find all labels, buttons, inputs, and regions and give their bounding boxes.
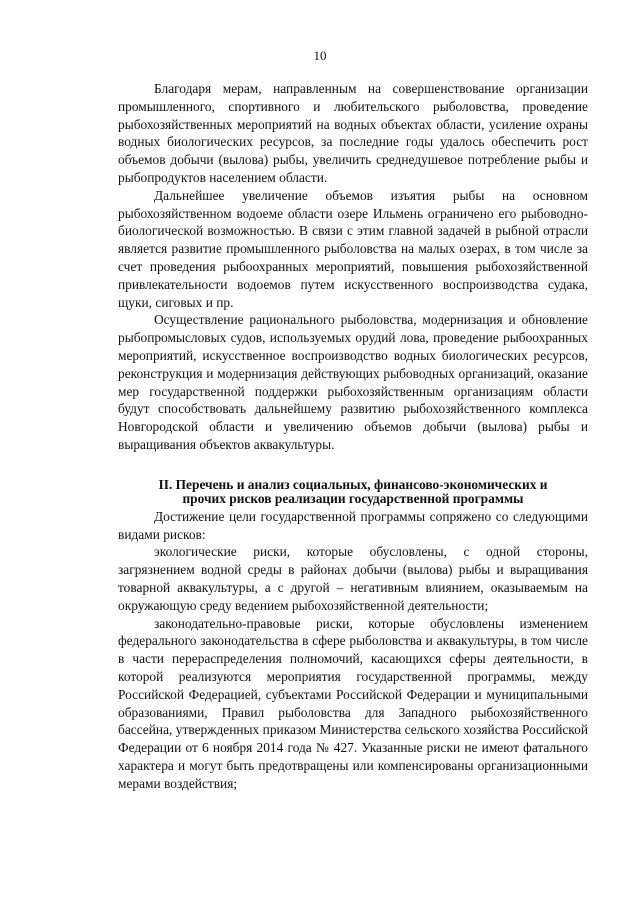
page-number: 10 (313, 48, 327, 63)
section-heading-line1: II. Перечень и анализ социальных, финансово-экономических и (158, 476, 548, 492)
paragraph-ecological-risks: экологические риски, которые обусловлены, с одной стороны, загрязнением водной среды в районах добычи (вылова) рыбы и выращивания товарной аквакультуры, а с другой – негативным влиянием, оказываемым на окружающую среду ведением рыбохозяйственной деятельности; (118, 544, 588, 613)
section-heading (118, 478, 588, 506)
paragraph-rational-fishing: Осуществление рационального рыболовства, модернизация и обновление рыбопромысловых судов, используемых орудий лова, проведение рыбоохранных мероприятий, искусственное воспроизводство водных биологических ресурсов, реконструкция и модернизация действующих рыбоводных организаций, оказание мер государственной поддержки рыбохозяйственным организациям области будут способствовать дальнейшему развитию рыбохозяйственного комплекса Новгородской области и увеличению объемов добычи (вылова) рыбы и выращивания объектов аквакультуры. (118, 312, 588, 452)
paragraph-risks-intro: Достижение цели государственной программы сопряжено со следующими видами рисков: (118, 508, 588, 542)
paragraph-fishing-measures: Благодаря мерам, направленным на совершенствование организации промышленного, спортивного и любительского рыболовства, проведение рыбохозяйственных мероприятий на водных объектах области, усиление охраны водных биологических ресурсов, за последние годы удалось обеспечить рост объемов добычи (вылова) рыбы, увеличить среднедушевое потребление рыбы и рыбопродуктов населением области. (118, 81, 588, 185)
document-body (118, 80, 588, 792)
paragraph-ilmen-lake: Дальнейшее увеличение объемов изъятия рыбы на основном рыбохозяйственном водоеме области озере Ильмень ограничено его рыбоводно-биологической возможностью. В связи с этим главной задачей в рыбной отрасли является развитие промышленного рыболовства на малых озерах, в том числе за счет проведения рыбоохранных мероприятий, повышения рыбохозяйственной привлекательности водоемов путем искусственного воспроизводства судака, щуки, сиговых и пр. (118, 187, 588, 310)
paragraph-legal-risks: законодательно-правовые риски, которые обусловлены изменением федерального законодательства в сфере рыболовства и аквакультуры, в том числе в части перераспределения полномочий, касающихся сферы деятельности, в которой реализуются мероприятия государственной программы, между Российской Федерацией, субъектами Российской Федерации и муниципальными образованиями, Правил рыболовства для Западного рыбохозяйственного бассейна, утвержденных приказом Министерства сельского хозяйства Российской Федерации от 6 ноября 2014 года № 427. Указанные риски не имеют фатального характера и могут быть предотвращены или компенсированы организационными мерами воздействия; (118, 615, 588, 791)
section-heading-line2: прочих рисков реализации государственной программы (182, 490, 524, 506)
